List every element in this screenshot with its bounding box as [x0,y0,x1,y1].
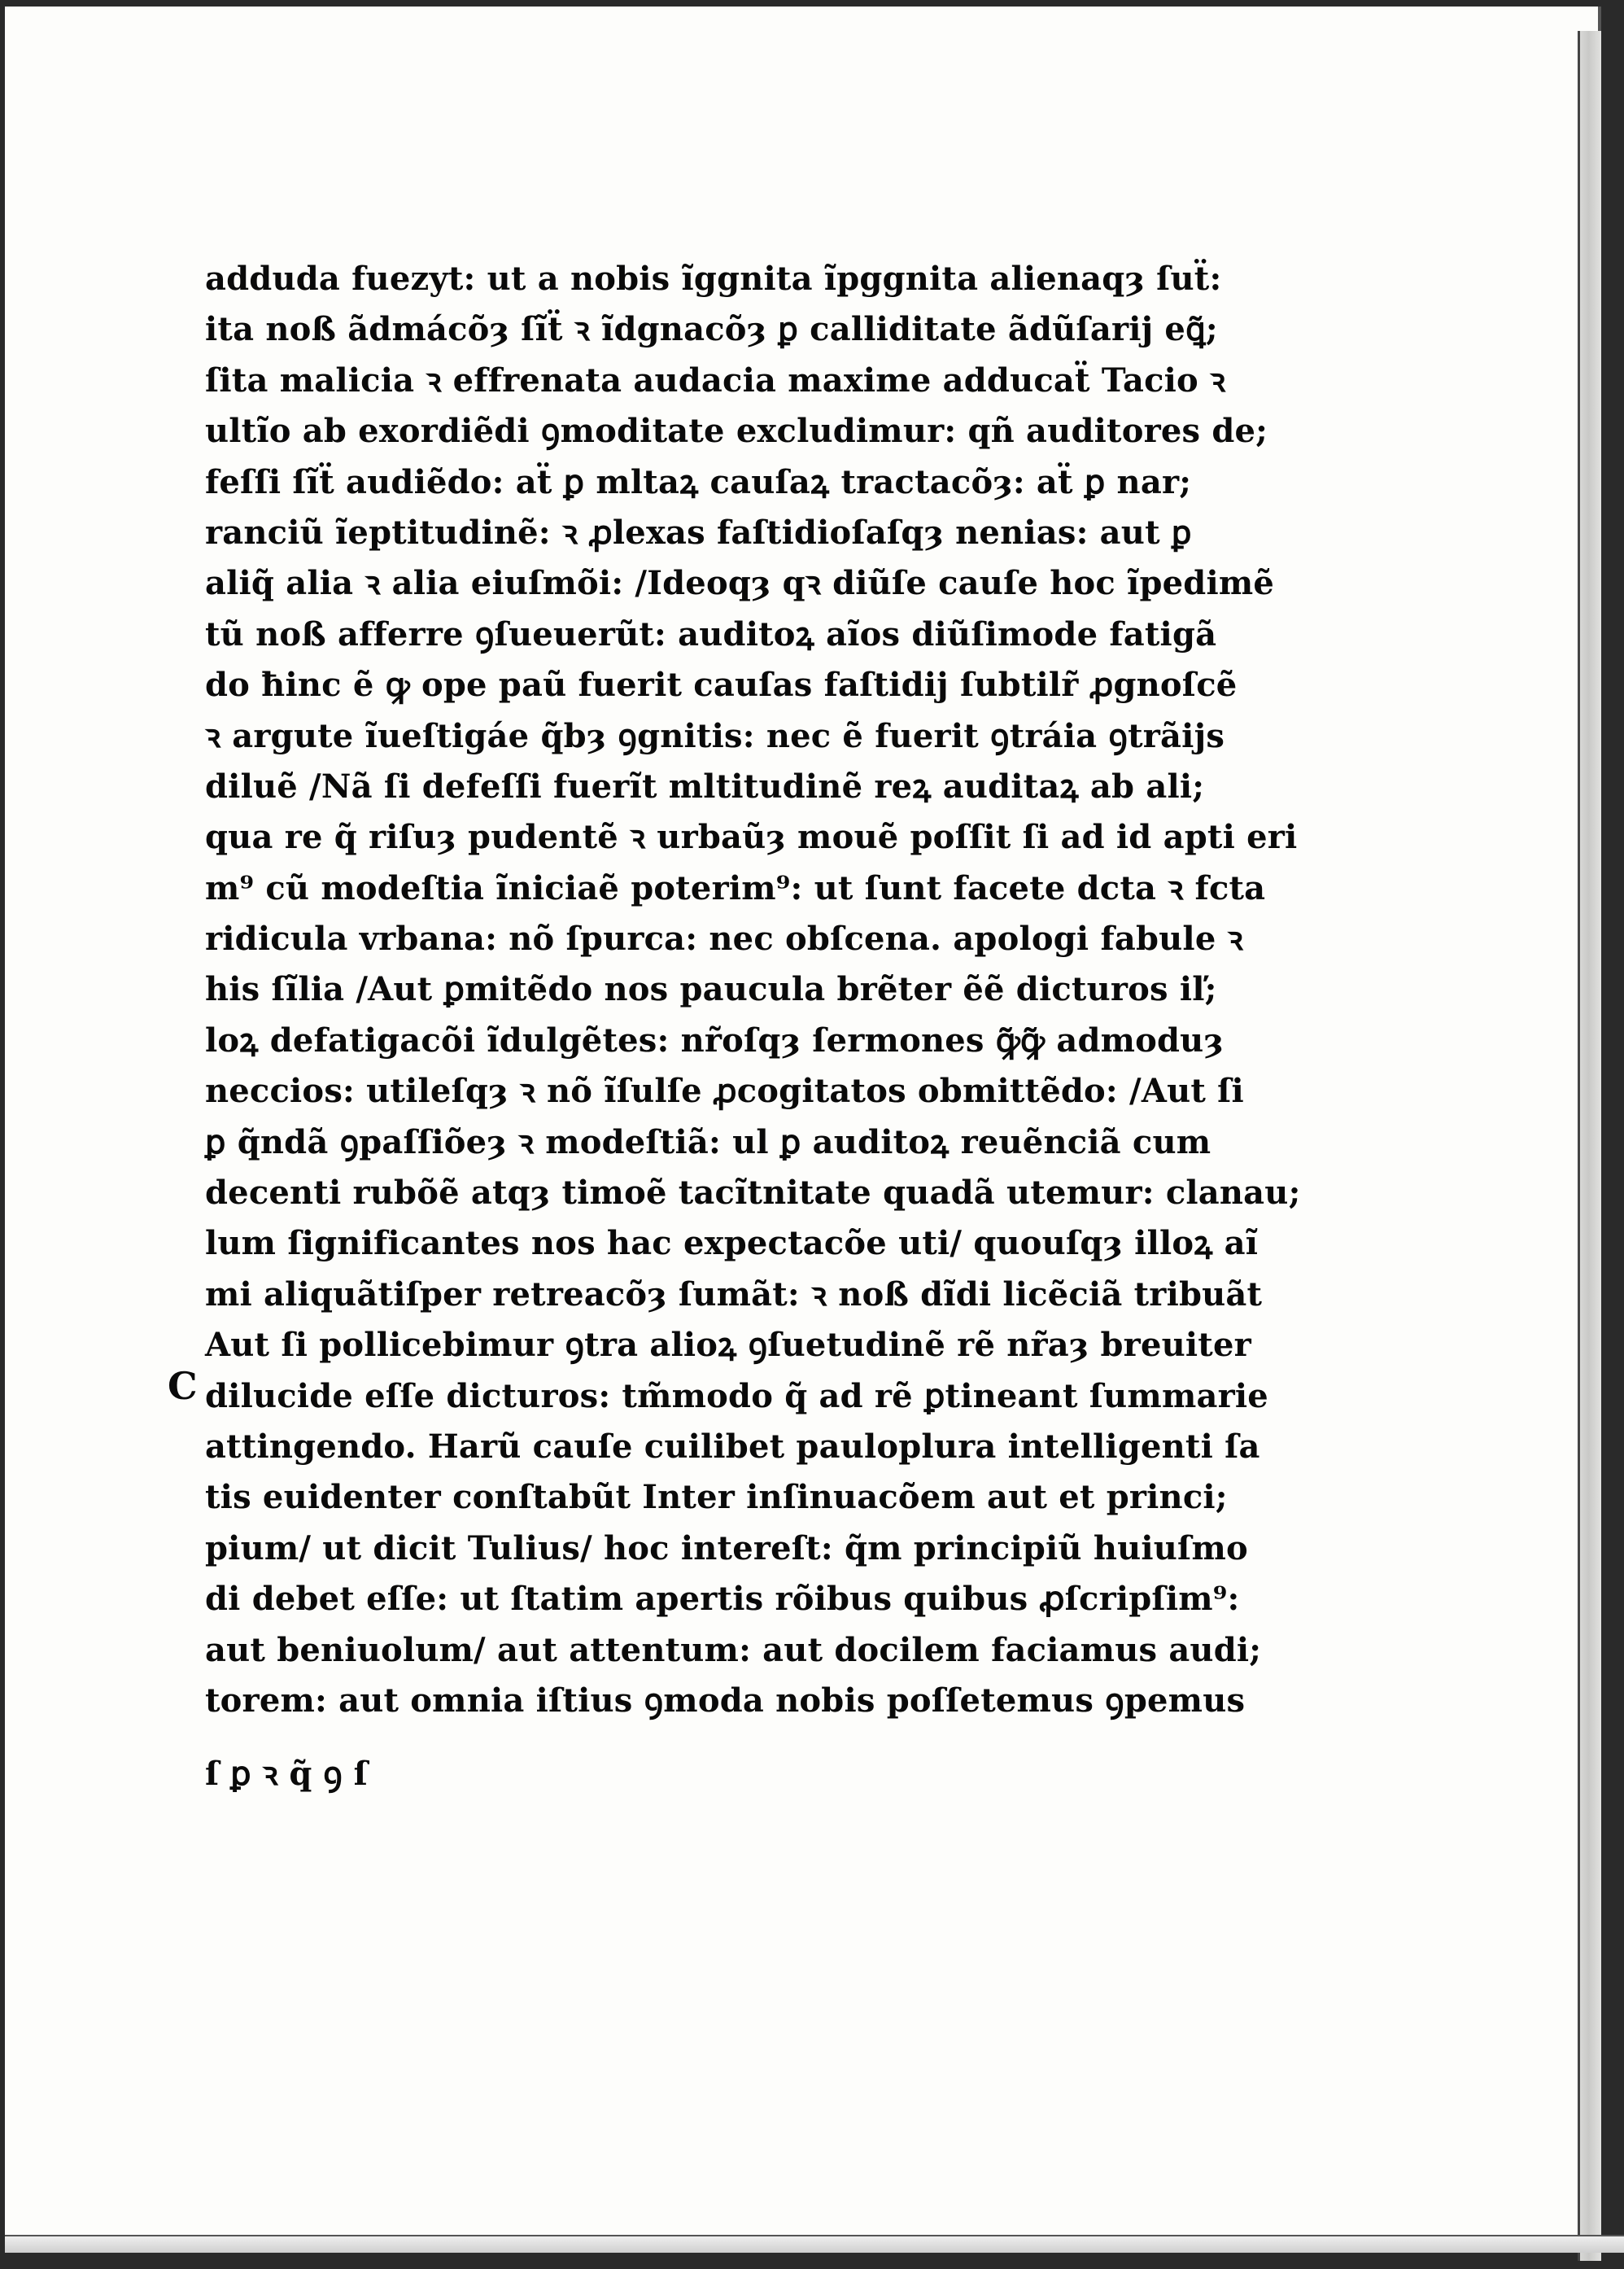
text-line: torem: aut omnia iſtius ꝯmoda nobis poſſetemus ꝯpemus [205,1681,1246,1720]
text-line: attingendo. Harũ cauſe cuilibet pauloplura intelligenti ſa [205,1427,1260,1466]
page-edge-right [1578,31,1601,2261]
text-line: qua re q̃ riſuȝ pudentẽ ꝛ urbaũȝ mouẽ poſſit ſi ad id apti eri [205,818,1298,857]
cut-off-line-text: ſ ꝑ ꝛ q̃ ꝯ ſ [205,1755,368,1793]
text-line: neccios: utileſqȝ ꝛ nõ ĩſulſe ꝓcogitatos obmittẽdo: /Aut ſi [205,1072,1244,1111]
text-line: ſita malicia ꝛ effrenata audacia maxime adducaẗ Tacio ꝛ [205,361,1226,400]
text-line: do ħinc ẽ ꝙ ope paũ fuerit cauſas faſtidij ſubtilr̃ ꝓgnoſcẽ [205,666,1238,705]
text-line: ridicula vrbana: nõ ſpurca: nec obſcena. apologi fabule ꝛ [205,920,1243,959]
text-line: ꝑ q̃ndã ꝯpaſſiõeȝ ꝛ modeſtiã: ul ꝑ auditoꝝ reuẽnciã cum [205,1122,1211,1161]
text-line: ita noß ãdmácõȝ ſĩẗ ꝛ ĩdgnacõȝ ꝑ calliditate ãdũſarij eꝗ̃; [205,310,1218,349]
text-line: feſſi ſĩẗ audiẽdo: aẗ ꝑ mltaꝝ cauſaꝝ tractacõȝ: aẗ ꝑ nar; [205,462,1192,501]
text-line: di debet eſſe: ut ſtatim apertis rõibus quibus ꝓſcripſim⁹: [205,1580,1240,1619]
text-line: pium/ ut dicit Tulius/ hoc intereſt: q̃m principiũ huiuſmo [205,1528,1248,1567]
text-line: lum ſignificantes nos hac expectacõe uti/ quouſqȝ illoꝝ aĩ [205,1224,1259,1263]
text-line: ranciũ ĩeptitudinẽ: ꝛ ꝓlexas faſtidioſaſqȝ nenias: aut ꝑ [205,513,1192,552]
text-line: adduda fuezyt: ut a nobis ĩggnita ĩpggnita alienaqȝ ſuẗ: [205,260,1222,298]
cut-off-line [205,1755,1181,1793]
text-line: diluẽ /Nã ſi defeſſi fuerĩt mltitudinẽ reꝝ auditaꝝ ab ali; [205,767,1205,806]
text-line: Aut ſi pollicebimur ꝯtra alioꝝ ꝯſuetudinẽ rẽ nr̃aȝ breuiter [205,1326,1251,1365]
text-line: decenti rubõẽ atqȝ timoẽ tacĩtnitate quadã utemur: clanau; [205,1174,1301,1213]
text-line: his ſĩlia /Aut ꝑmitẽdo nos paucula brẽter ẽẽ dicturos iľ; [205,970,1217,1009]
page-edge-bottom [5,2235,1624,2253]
text-line: m⁹ cũ modeſtia ĩniciaẽ poterim⁹: ut ſunt facete dcta ꝛ fcta [205,868,1266,907]
text-line: ꝛ argute ĩueſtigáe q̃bȝ ꝯgnitis: nec ẽ fuerit ꝯtráia ꝯtrãĳs [205,716,1225,755]
text-block [205,254,1301,1726]
text-line: tũ noß afferre ꝯſueuerũt: auditoꝝ aĩos diũſimode fatigã [205,614,1217,654]
text-line: aliq̃ alia ꝛ alia eiuſmõi: /Ideoqȝ qꝛ diũſe cauſe hoc ĩpedimẽ [205,564,1275,603]
text-line: ultĩo ab exordiẽdi ꝯmoditate excludimur: qñ auditores de; [205,412,1268,451]
text-line: mi aliquãtiſper retreacõȝ ſumãt: ꝛ noß dĩdi licẽciã tribuãt [205,1274,1263,1314]
text-line: dilucide eſſe dicturos: tm̃modo q̃ ad rẽ ꝑtineant ſummarie [205,1376,1268,1415]
text-line: loꝝ defatigacõi ĩdulgẽtes: nr̃oſqȝ ſermones ꝙ̃ꝙ̃ admoduȝ [205,1021,1224,1060]
margin-paragraph-mark: C [168,1364,198,1408]
text-line: aut beniuolum/ aut attentum: aut docilem faciamus audi; [205,1630,1262,1669]
text-line: tis euidenter conſtabũt Inter inſinuacõem aut et princi; [205,1478,1228,1517]
